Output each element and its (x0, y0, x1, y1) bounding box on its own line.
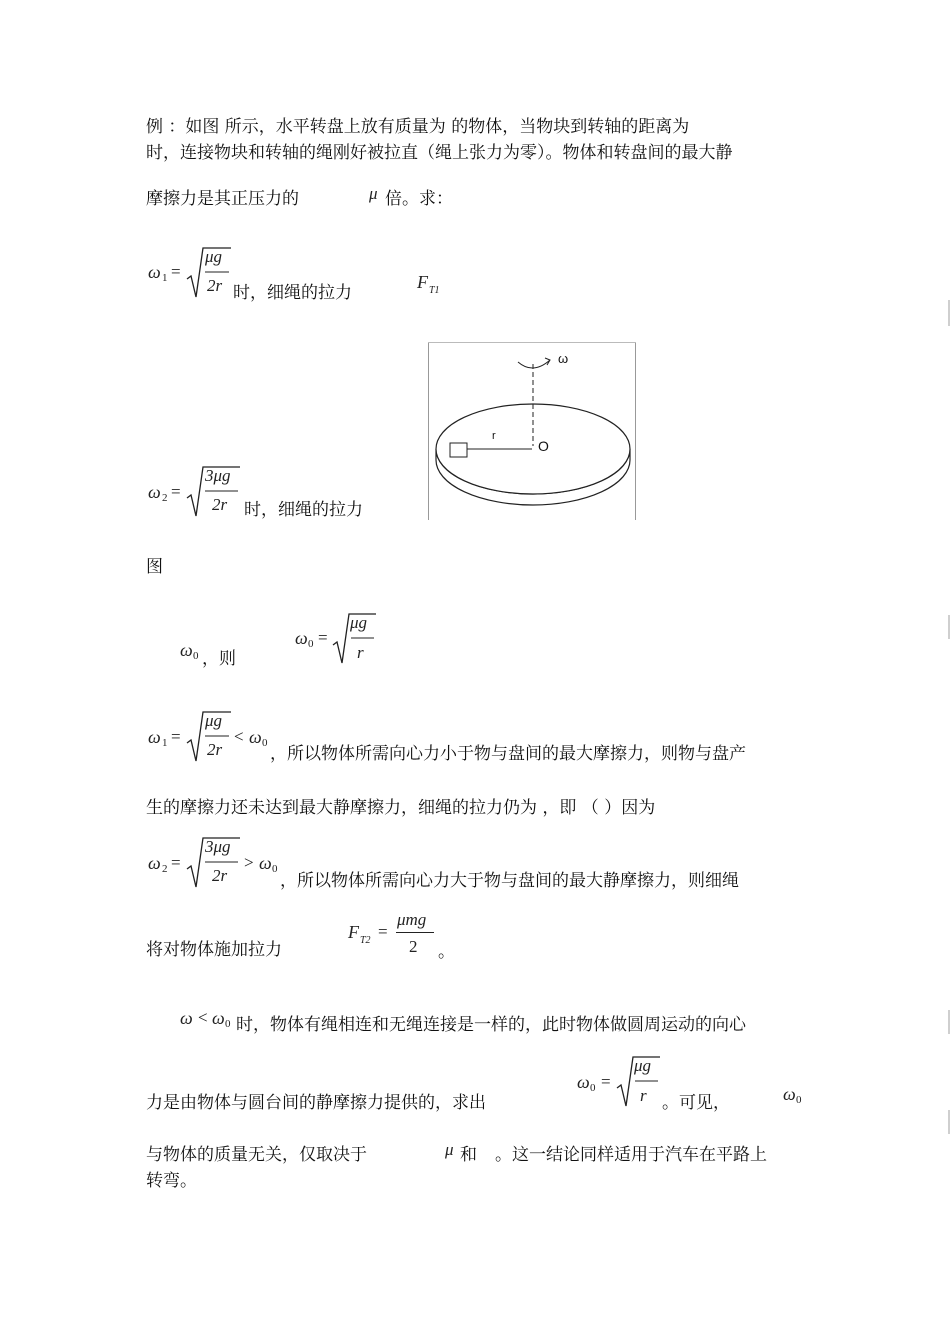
tension-F: F (417, 272, 428, 292)
omega-subscript: 0 (590, 1082, 596, 1094)
less-than-sign: < (234, 727, 244, 746)
conclusion-line-3: 与物体的质量无关，仅取决于 (146, 1145, 367, 1165)
omega-subscript: 2 (162, 863, 168, 875)
omega0-subscript: 0 (193, 650, 199, 662)
problem-line-2: 时，连接物块和转轴的绳刚好被拉直（绳上张力为零）。物体和转盘间的最大静 (146, 143, 733, 163)
omega0-symbol: ω (212, 1008, 225, 1028)
turntable-figure (428, 342, 636, 520)
fraction-numerator: μg (205, 247, 223, 266)
omega0-symbol: ω (783, 1084, 796, 1104)
mu-symbol: μ (445, 1140, 454, 1159)
conclusion-visible-text: 。可见， (662, 1093, 730, 1113)
fraction-denominator: 2r (207, 740, 223, 759)
conclusion-line-2: 力是由物体与圆台间的静摩擦力提供的，求出 (146, 1093, 486, 1113)
omega-symbol: ω (295, 628, 308, 648)
tension-subscript: T2 (360, 935, 371, 946)
less-than-sign: < (198, 1008, 208, 1027)
equals-sign: = (171, 727, 181, 746)
fraction-bar (396, 932, 434, 933)
fraction-denominator: 2r (212, 495, 228, 514)
problem-line-3a: 摩擦力是其正压力的 (146, 189, 299, 209)
omega-symbol: ω (148, 482, 161, 502)
fraction-numerator: μg (205, 711, 223, 730)
equals-sign: = (318, 628, 328, 647)
omega-symbol: ω (148, 262, 161, 282)
figure-o-label: O (538, 438, 549, 454)
omega-subscript: 0 (308, 638, 314, 650)
omega-subscript: 1 (162, 272, 168, 284)
q2-text: 时，细绳的拉力 (244, 500, 363, 520)
omega0-symbol: ω (180, 640, 193, 660)
omega0-subscript: 0 (272, 863, 278, 875)
fraction-denominator: 2r (207, 276, 223, 295)
figure-omega-label: ω (558, 351, 569, 366)
omega0-subscript: 0 (796, 1094, 802, 1106)
omega-symbol: ω (180, 1008, 193, 1028)
fraction-denominator: r (357, 643, 364, 662)
greater-than-sign: > (244, 853, 254, 872)
solution-line-3: ，所以物体所需向心力大于物与盘间的最大静摩擦力，则细绳 (280, 871, 739, 891)
solution-line-2: 生的摩擦力还未达到最大静摩擦力，细绳的拉力仍为 ，即 （ ）因为 (146, 798, 656, 818)
solution-line-1: ，所以物体所需向心力小于物与盘间的最大摩擦力，则物与盘产 (270, 744, 746, 764)
conclusion-line-4: 转弯。 (146, 1171, 197, 1191)
omega0-symbol: ω (249, 727, 262, 747)
equals-sign: = (171, 262, 181, 281)
solution-line-4: 将对物体施加拉力 (146, 940, 282, 960)
omega-subscript: 2 (162, 492, 168, 504)
fraction-numerator: μg (350, 613, 368, 632)
omega0-subscript: 0 (262, 737, 268, 749)
period: 。 (438, 942, 455, 962)
and-text: 和 (460, 1145, 477, 1165)
equals-sign: = (171, 853, 181, 872)
fraction-numerator: 3μg (205, 466, 231, 485)
omega0-subscript: 0 (225, 1018, 231, 1030)
equals-sign: = (171, 482, 181, 501)
mu-symbol: μ (369, 184, 378, 203)
tension-subscript: T1 (429, 285, 440, 296)
conclusion-line-1: 时，物体有绳相连和无绳连接是一样的，此时物体做圆周运动的向心 (236, 1015, 746, 1035)
omega-symbol: ω (148, 853, 161, 873)
tension-F: F (348, 922, 359, 942)
then-text: ，则 (202, 649, 236, 669)
equals-sign: = (601, 1072, 611, 1091)
figure-caption: 图 (146, 557, 163, 577)
figure-r-label: r (492, 430, 496, 442)
omega0-symbol: ω (259, 853, 272, 873)
omega-symbol: ω (577, 1072, 590, 1092)
turntable-diagram (428, 342, 636, 520)
omega-subscript: 1 (162, 737, 168, 749)
fraction-denominator: r (640, 1086, 647, 1105)
fraction-numerator: 3μg (205, 837, 231, 856)
equals-sign: = (378, 922, 388, 941)
fraction-numerator: μmg (397, 910, 427, 929)
conclusion-line-3-rest: 。这一结论同样适用于汽车在平路上 (495, 1145, 767, 1165)
fraction-denominator: 2 (409, 937, 418, 956)
fraction-numerator: μg (634, 1056, 652, 1075)
problem-line-3b: 倍。求： (385, 189, 453, 209)
q1-text: 时，细绳的拉力 (233, 283, 352, 303)
omega-symbol: ω (148, 727, 161, 747)
problem-line-1: 例 ：如图 所示，水平转盘上放有质量为 的物体，当物块到转轴的距离为 (146, 117, 690, 137)
fraction-denominator: 2r (212, 866, 228, 885)
